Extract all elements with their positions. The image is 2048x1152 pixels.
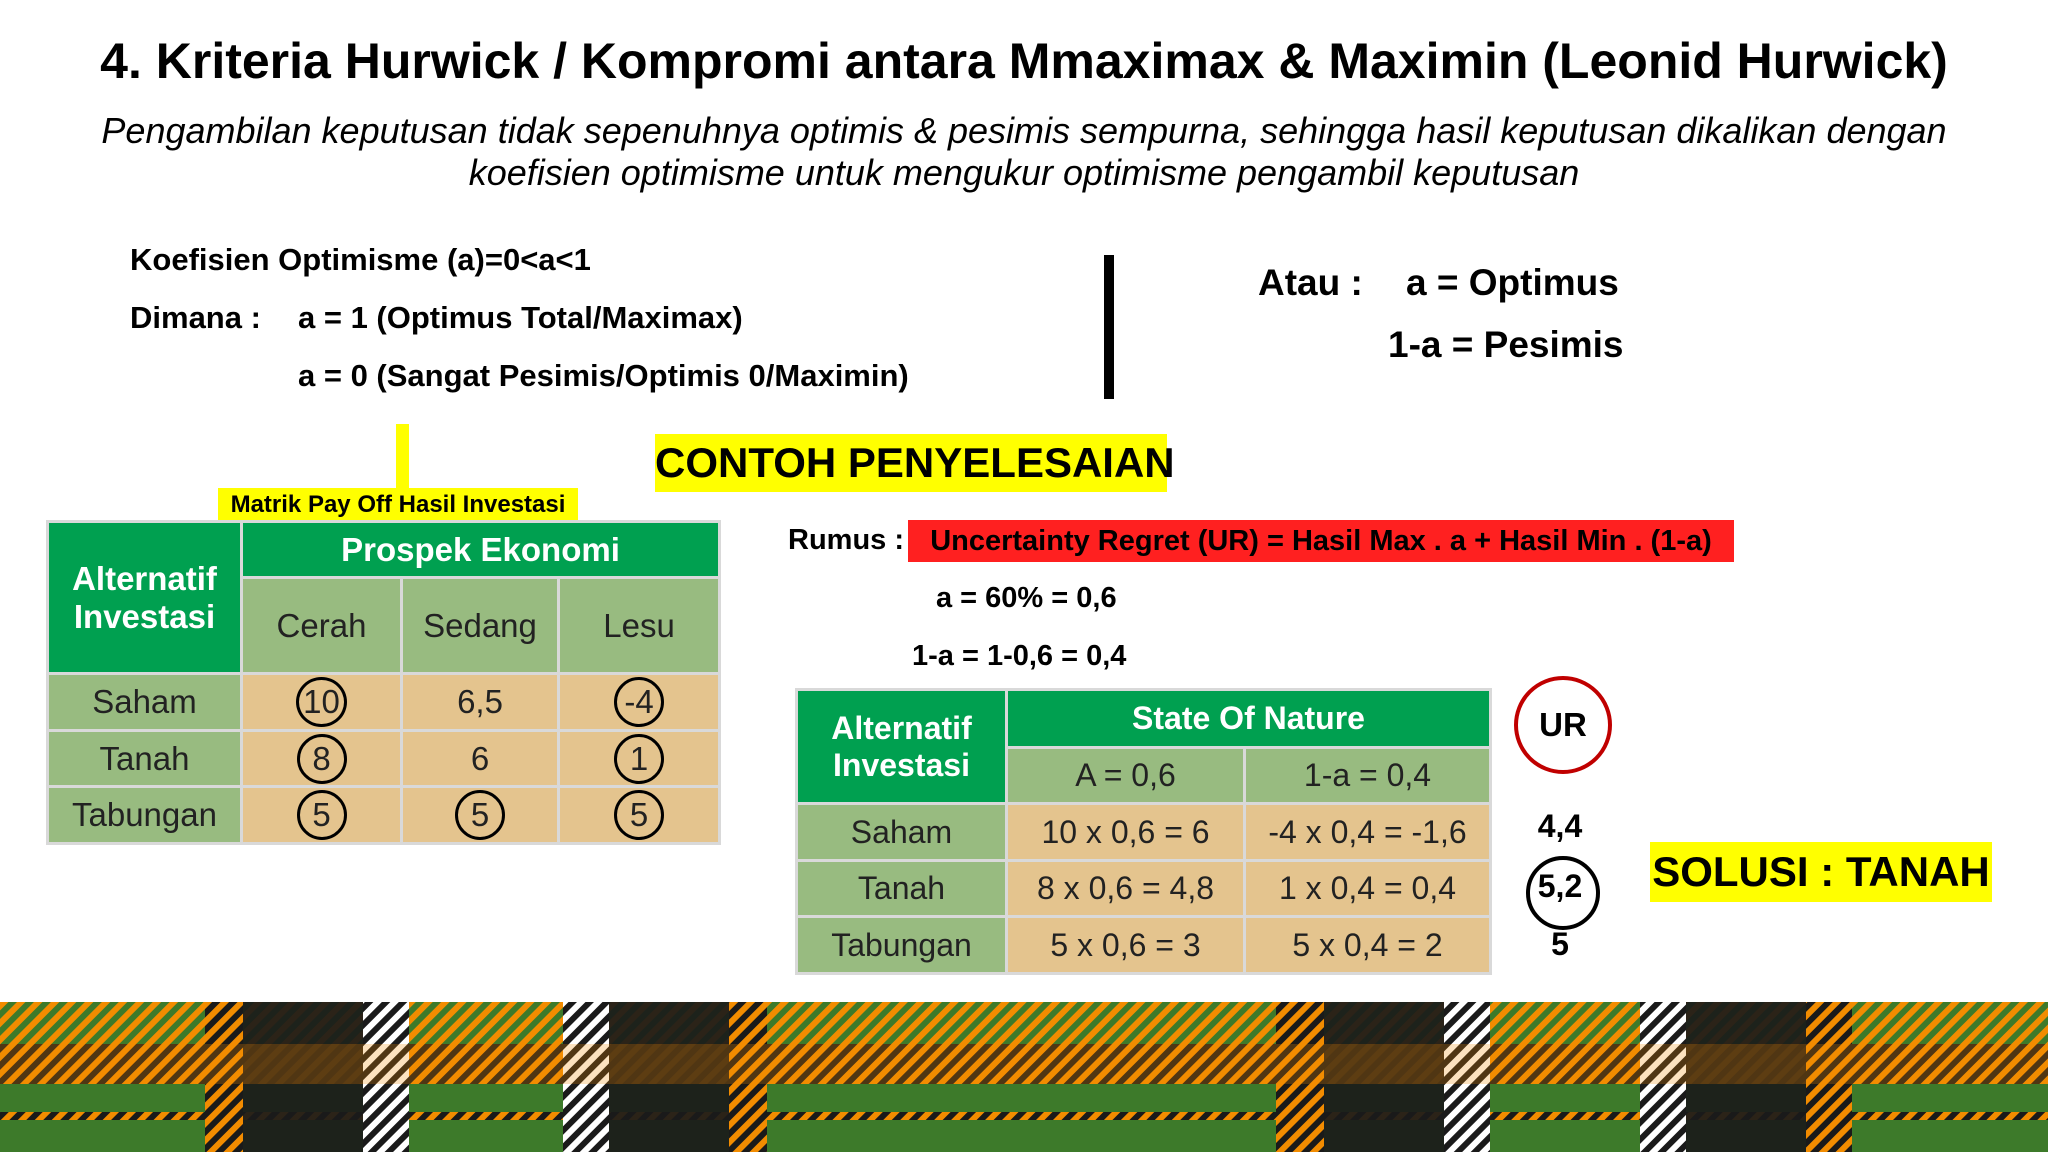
payoff-table xyxy=(46,520,721,845)
circled-value: 8 xyxy=(297,734,347,784)
a-value: a = 60% = 0,6 xyxy=(936,582,1117,614)
table-cell: 5 x 0,4 = 2 xyxy=(1245,917,1491,974)
table-cell: 6 xyxy=(402,731,559,787)
ur-value-tabungan: 5 xyxy=(1551,926,1569,962)
page-subtitle xyxy=(40,110,2008,194)
table-cell: 8 x 0,6 = 4,8 xyxy=(1007,861,1245,917)
nature-group-header: State Of Nature xyxy=(1007,690,1491,748)
payoff-col-header: Cerah xyxy=(242,578,402,674)
ur-value-tanah: 5,2 xyxy=(1537,868,1583,904)
vertical-divider xyxy=(1104,255,1114,399)
row-label: Saham xyxy=(797,804,1007,861)
state-of-nature-table xyxy=(795,688,1492,975)
row-label: Saham xyxy=(48,674,242,731)
nature-alt-header: Alternatif Investasi xyxy=(797,690,1007,804)
solusi-banner: SOLUSI : TANAH xyxy=(1650,842,1992,902)
row-label: Tabungan xyxy=(48,787,242,844)
table-cell: -4 x 0,4 = -1,6 xyxy=(1245,804,1491,861)
row-label: Tanah xyxy=(797,861,1007,917)
dimana-label: Dimana : xyxy=(130,300,261,335)
row-label: Tanah xyxy=(48,731,242,787)
nature-col-header: 1-a = 0,4 xyxy=(1245,748,1491,804)
circled-value: 10 xyxy=(296,677,347,727)
table-cell: 1 x 0,4 = 0,4 xyxy=(1245,861,1491,917)
a-equals-zero: a = 0 (Sangat Pesimis/Optimis 0/Maximin) xyxy=(298,358,909,393)
table-cell: 6,5 xyxy=(402,674,559,731)
ur-value-saham: 4,4 xyxy=(1537,808,1583,844)
a-equals-one: a = 1 (Optimus Total/Maximax) xyxy=(298,300,743,335)
nature-col-header: A = 0,6 xyxy=(1007,748,1245,804)
atau-pesimis: 1-a = Pesimis xyxy=(1388,324,1624,365)
page-title: 4. Kriteria Hurwick / Kompromi antara Mmaximax & Maximin (Leonid Hurwick) xyxy=(100,33,1948,89)
label-connector xyxy=(396,424,409,488)
row-label: Tabungan xyxy=(797,917,1007,974)
circled-value: -4 xyxy=(614,677,664,727)
circled-value: 1 xyxy=(614,734,664,784)
table-row xyxy=(797,917,1491,974)
table-row xyxy=(797,804,1491,861)
payoff-col-header: Lesu xyxy=(559,578,720,674)
koefisien-definition: Koefisien Optimisme (a)=0<a<1 xyxy=(130,242,591,277)
table-cell: 10 x 0,6 = 6 xyxy=(1007,804,1245,861)
table-cell: 5 x 0,6 = 3 xyxy=(1007,917,1245,974)
payoff-group-header: Prospek Ekonomi xyxy=(242,522,720,578)
ur-header: UR xyxy=(1514,676,1612,774)
payoff-alt-header: Alternatif Investasi xyxy=(48,522,242,674)
circled-value: 5 xyxy=(297,790,347,840)
circled-value: 5 xyxy=(455,790,505,840)
one-minus-a: 1-a = 1-0,6 = 0,4 xyxy=(912,640,1127,672)
payoff-col-header: Sedang xyxy=(402,578,559,674)
contoh-heading: CONTOH PENYELESAIAN xyxy=(655,434,1167,492)
matrix-label: Matrik Pay Off Hasil Investasi xyxy=(218,488,578,522)
subtitle-line-2: koefisien optimisme untuk mengukur optimisme pengambil keputusan xyxy=(468,152,1580,193)
table-row xyxy=(48,787,720,844)
table-row xyxy=(797,861,1491,917)
rumus-formula: Uncertainty Regret (UR) = Hasil Max . a + Hasil Min . (1-a) xyxy=(908,520,1734,562)
circled-value: 5 xyxy=(614,790,664,840)
table-row xyxy=(48,674,720,731)
table-row xyxy=(48,731,720,787)
plaid-footer-decoration xyxy=(0,1002,2048,1152)
atau-label: Atau : xyxy=(1258,262,1363,303)
atau-optimus: a = Optimus xyxy=(1406,262,1619,303)
rumus-label: Rumus : xyxy=(788,524,904,556)
subtitle-line-1: Pengambilan keputusan tidak sepenuhnya optimis & pesimis sempurna, sehingga hasil keputusan dikalikan dengan xyxy=(101,110,1947,151)
